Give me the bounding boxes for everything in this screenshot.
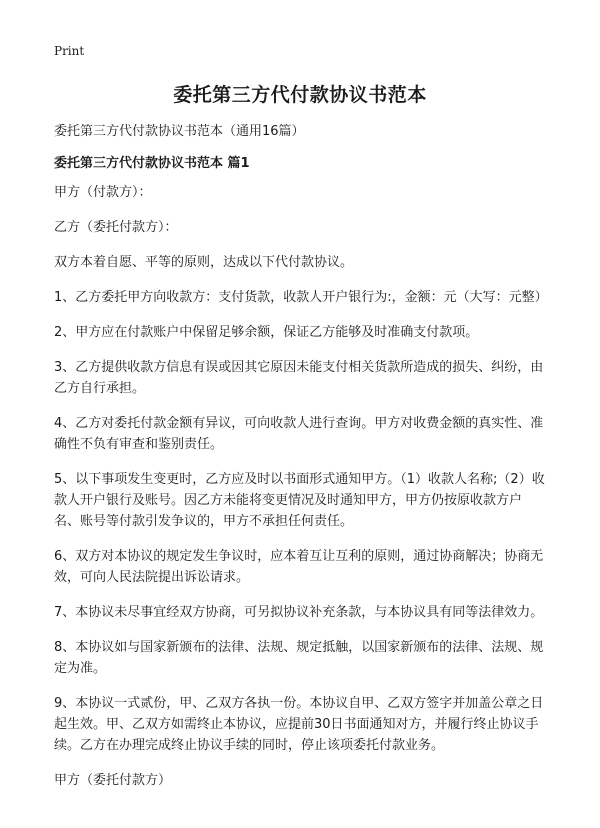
- clause-2: 2、甲方应在付款账户中保留足够余额，保证乙方能够及时准确支付款项。: [54, 325, 479, 340]
- print-label: Print: [54, 44, 85, 58]
- clause-9: 9、本协议一式贰份，甲、乙双方各执一份。本协议自甲、乙双方签字并加盖公章之日起生效。甲、乙双方如需终止本协议，应提前30日书面通知对方，并履行终止协议手续。乙方在办理完成终止协议手续的同时，停止该项委托付款业务。: [54, 696, 544, 753]
- signature-party-a: 甲方（委托付款方）: [54, 773, 172, 788]
- clause-3: 3、乙方提供收款方信息有误或因其它原因未能支付相关货款所造成的损失、纠纷，由乙方自行承担。: [54, 360, 544, 396]
- intro-paragraph: 双方本着自愿、平等的原则，达成以下代付款协议。: [54, 255, 354, 270]
- clause-5: 5、以下事项发生变更时，乙方应及时以书面形式通知甲方。（1）收款人名称;（2）收款人开户银行及账号。因乙方未能将变更情况及时通知甲方，甲方仍按原收款方户名、账号等付款引发争议的，甲方不承担任何责任。: [54, 472, 545, 529]
- clause-4: 4、乙方对委托付款金额有异议，可向收款人进行查询。甲方对收费金额的真实性、准确性不负有审查和鉴别责任。: [54, 416, 544, 452]
- party-a-line: 甲方（付款方）：: [54, 185, 152, 200]
- clause-6: 6、双方对本协议的规定发生争议时，应本着互让互利的原则，通过协商解决；协商无效，可向人民法院提出诉讼请求。: [54, 549, 544, 585]
- party-b-line: 乙方（委托付款方）：: [54, 220, 178, 235]
- clause-7: 7、本协议未尽事宜经双方协商，可另拟协议补充条款，与本协议具有同等法律效力。: [54, 605, 544, 620]
- document-subtitle: 委托第三方代付款协议书范本（通用16篇）: [54, 124, 305, 139]
- section-heading: 委托第三方代付款协议书范本 篇1: [54, 156, 250, 171]
- clause-8: 8、本协议如与国家新颁布的法律、法规、规定抵触，以国家新颁布的法律、法规、规定为准。: [54, 640, 544, 676]
- document-title: 委托第三方代付款协议书范本: [173, 84, 427, 106]
- clause-1: 1、乙方委托甲方向收款方：支付货款，收款人开户银行为:，金额：元（大写：元整）: [54, 290, 548, 305]
- agreement-body: [54, 180, 546, 800]
